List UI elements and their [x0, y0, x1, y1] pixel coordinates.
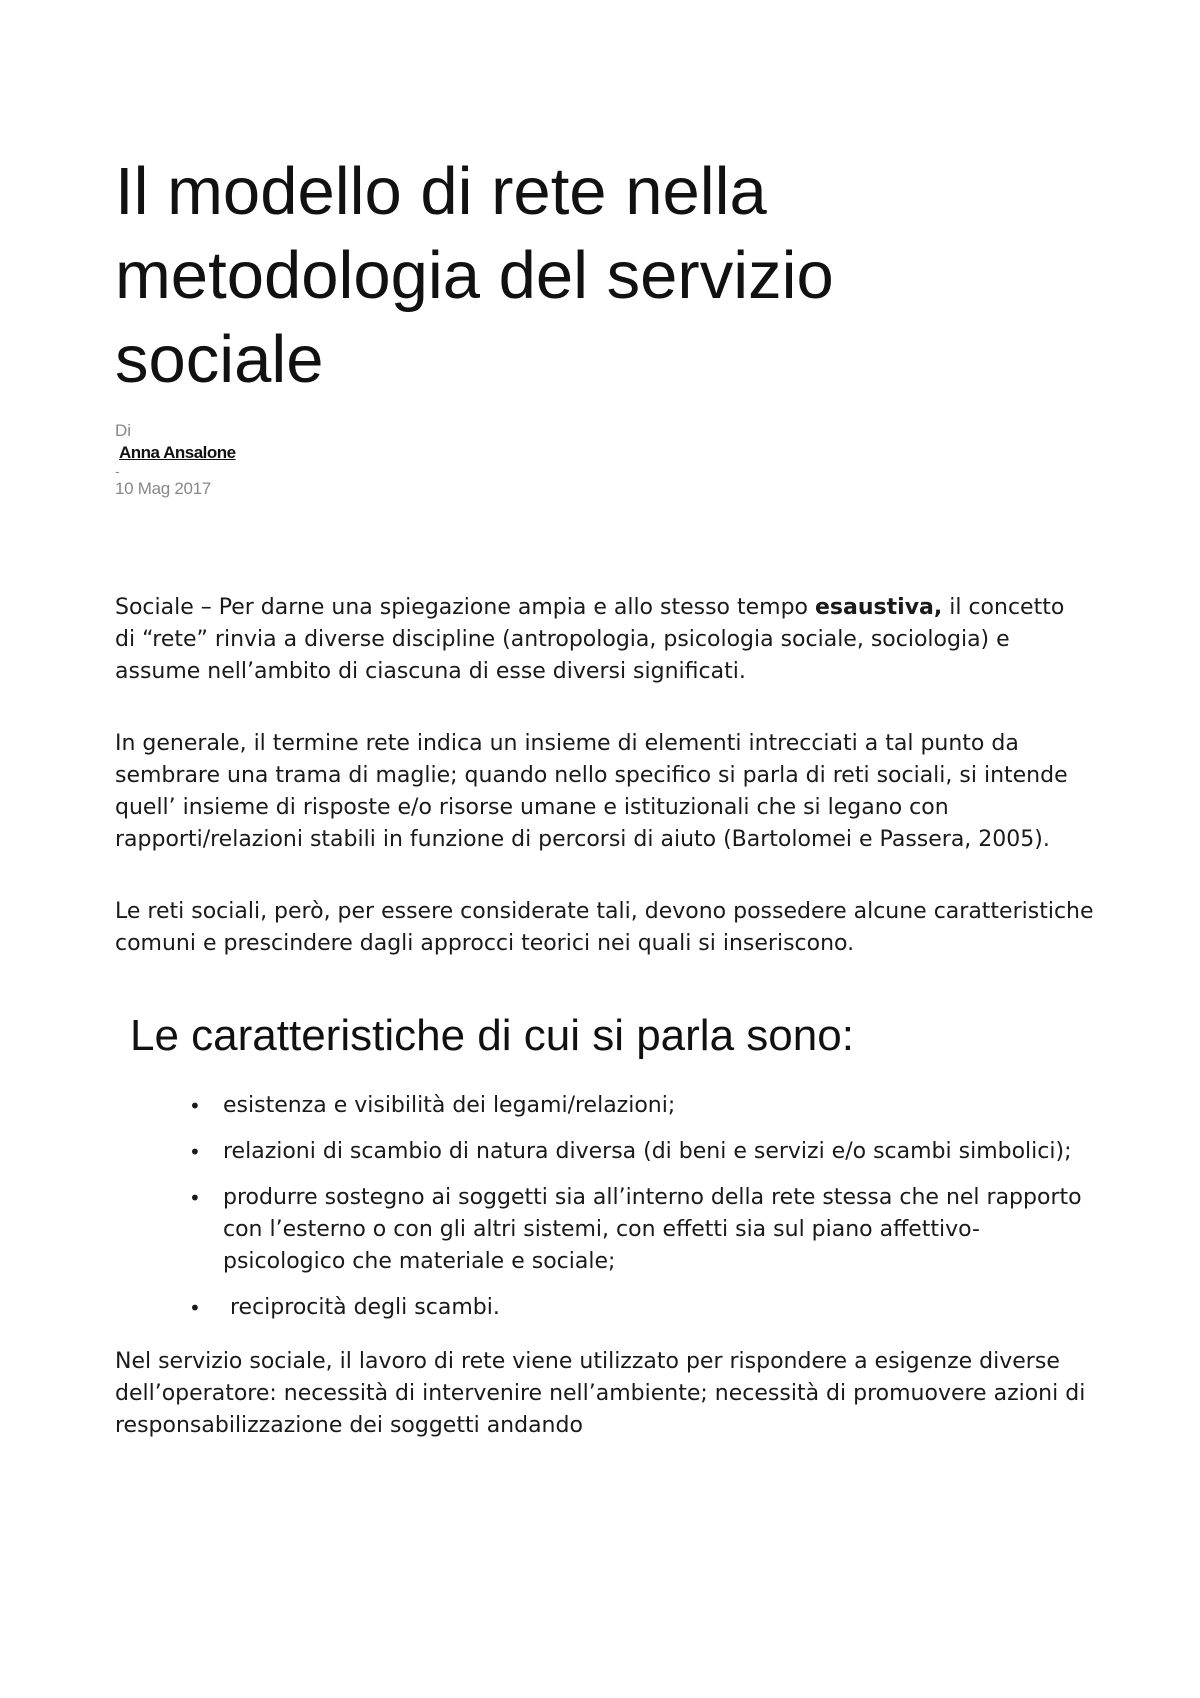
- section-heading: Le caratteristiche di cui si parla sono:: [130, 1011, 854, 1060]
- list-item-text: relazioni di scambio di natura diversa (di beni e servizi e/o scambi simbolici);: [223, 1139, 1072, 1164]
- list-item-text: esistenza e visibilità dei legami/relazioni;: [223, 1093, 676, 1118]
- paragraph-intro-start: Sociale – Per darne una spiegazione ampia e allo stesso tempo: [115, 595, 816, 620]
- bullet-icon: •: [189, 1186, 201, 1210]
- list-item: [189, 1292, 1083, 1324]
- list-item-text: reciprocità degli scambi.: [223, 1295, 500, 1320]
- bullet-icon: •: [189, 1094, 201, 1118]
- byline-prefix: Di: [115, 421, 132, 440]
- bullet-icon: •: [189, 1296, 201, 1320]
- article-meta: [115, 420, 1115, 500]
- author-link[interactable]: Anna Ansalone: [119, 443, 236, 462]
- article-title: Il modello di rete nella metodologia del servizio sociale: [115, 154, 834, 397]
- paragraph-intro-end: il concetto di “rete” rinvia a diverse discipline (antropologia, psicologia sociale, sociologia) e assume nell’ambito di ciascuna di esse diversi significati.: [115, 595, 1065, 684]
- features-list: [115, 1090, 1115, 1324]
- meta-separator: -: [115, 463, 120, 479]
- paragraph-intro: [115, 592, 1075, 688]
- list-item: [189, 1182, 1083, 1278]
- list-item: [189, 1136, 1083, 1168]
- paragraph-features: Le reti sociali, però, per essere considerate tali, devono possedere alcune caratteristiche comuni e prescindere dagli approcci teorici nei quali si inseriscono.: [115, 899, 1094, 956]
- paragraph-social-service: Nel servizio sociale, il lavoro di rete viene utilizzato per rispondere a esigenze diverse dell’operatore: necessità di intervenire nell’ambiente; necessità di promuovere azioni di responsabilizzazione dei soggetti andando: [115, 1349, 1086, 1438]
- list-item: [189, 1090, 1083, 1122]
- paragraph-intro-bold: esaustiva,: [815, 595, 943, 620]
- paragraph-general: In generale, il termine rete indica un insieme di elementi intrecciati a tal punto da sembrare una trama di maglie; quando nello specifico si parla di reti sociali, si intende quell’ insieme di risposte e/o risorse umane e istituzionali che si legano con rapporti/relazioni stabili in funzione di percorsi di aiuto (Bartolomei e Passera, 2005).: [115, 731, 1068, 852]
- publish-date: 10 Mag 2017: [115, 479, 211, 498]
- bullet-icon: •: [189, 1140, 201, 1164]
- article: [115, 150, 1115, 1442]
- list-item-text: produrre sostegno ai soggetti sia all’interno della rete stessa che nel rapporto con l’esterno o con gli altri sistemi, con effetti sia sul piano affettivo-psicologico che materiale e sociale;: [223, 1185, 1082, 1274]
